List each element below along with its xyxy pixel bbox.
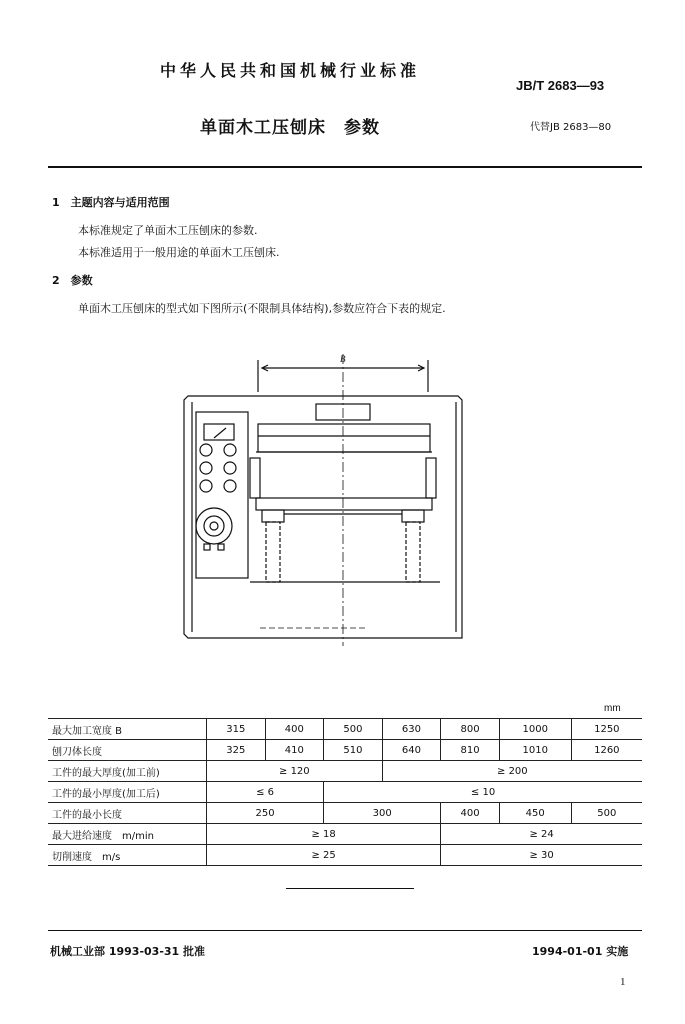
- table-cell: ≥ 120: [207, 761, 383, 782]
- table-cell: ≤ 10: [324, 782, 642, 803]
- table-cell: ≤ 6: [207, 782, 324, 803]
- approval-date: 机械工业部 1993-03-31 批准: [50, 945, 206, 958]
- table-cell: 500: [571, 803, 642, 824]
- table-cell: 800: [441, 719, 500, 740]
- table-row: [48, 719, 642, 740]
- table-cell: 315: [207, 719, 266, 740]
- table-cell: ≥ 24: [441, 824, 642, 845]
- table-cell: 1010: [499, 740, 571, 761]
- table-cell: 400: [441, 803, 500, 824]
- row-label: 工件的最小厚度(加工后): [48, 782, 207, 803]
- table-cell: 400: [265, 719, 324, 740]
- table-cell: 630: [382, 719, 441, 740]
- section-1-paragraph-1: 本标准规定了单面木工压刨床的参数.: [78, 224, 258, 237]
- section-2-heading: 2 参数: [52, 274, 93, 287]
- end-rule: [286, 888, 414, 889]
- row-label: 最大加工宽度 B: [48, 719, 207, 740]
- row-label: 切削速度 m/s: [48, 845, 207, 866]
- table-cell: 1250: [571, 719, 642, 740]
- table-cell: ≥ 200: [382, 761, 642, 782]
- header-rule: [48, 166, 642, 168]
- table-cell: 1000: [499, 719, 571, 740]
- table-row: [48, 803, 642, 824]
- replaces-note: 代替JB 2683—80: [530, 122, 612, 133]
- page-number: 1: [620, 976, 626, 988]
- table-unit: mm: [604, 703, 621, 714]
- effective-date: 1994-01-01 实施: [532, 945, 629, 958]
- table-row: [48, 761, 642, 782]
- table-cell: 1260: [571, 740, 642, 761]
- table-row: [48, 740, 642, 761]
- table-cell: 640: [382, 740, 441, 761]
- table-row: [48, 824, 642, 845]
- section-1-paragraph-2: 本标准适用于一般用途的单面木工压刨床.: [78, 246, 280, 259]
- table-cell: 810: [441, 740, 500, 761]
- footer-rule: [48, 930, 642, 931]
- table-cell: 325: [207, 740, 266, 761]
- table-cell: ≥ 25: [207, 845, 441, 866]
- table-cell: ≥ 18: [207, 824, 441, 845]
- table-row: [48, 845, 642, 866]
- table-row: [48, 782, 642, 803]
- table-cell: 450: [499, 803, 571, 824]
- row-label: 刨刀体长度: [48, 740, 207, 761]
- issuing-organization: 中华人民共和国机械行业标准: [159, 61, 420, 80]
- row-label: 最大进给速度 m/min: [48, 824, 207, 845]
- row-label: 工件的最大厚度(加工前): [48, 761, 207, 782]
- row-label: 工件的最小长度: [48, 803, 207, 824]
- table-cell: 300: [324, 803, 441, 824]
- parameter-table: [48, 718, 642, 866]
- table-cell: 250: [207, 803, 324, 824]
- table-cell: 410: [265, 740, 324, 761]
- planer-diagram: [170, 346, 470, 656]
- standard-code: JB/T 2683—93: [516, 78, 605, 93]
- table-cell: ≥ 30: [441, 845, 642, 866]
- table-cell: 510: [324, 740, 383, 761]
- table-cell: 500: [324, 719, 383, 740]
- section-1-heading: 1 主题内容与适用范围: [52, 196, 170, 209]
- width-dimension-label: B: [340, 354, 346, 364]
- standard-title: 单面木工压刨床 参数: [200, 118, 380, 138]
- section-2-paragraph-1: 单面木工压刨床的型式如下图所示(不限制具体结构),参数应符合下表的规定.: [78, 302, 446, 315]
